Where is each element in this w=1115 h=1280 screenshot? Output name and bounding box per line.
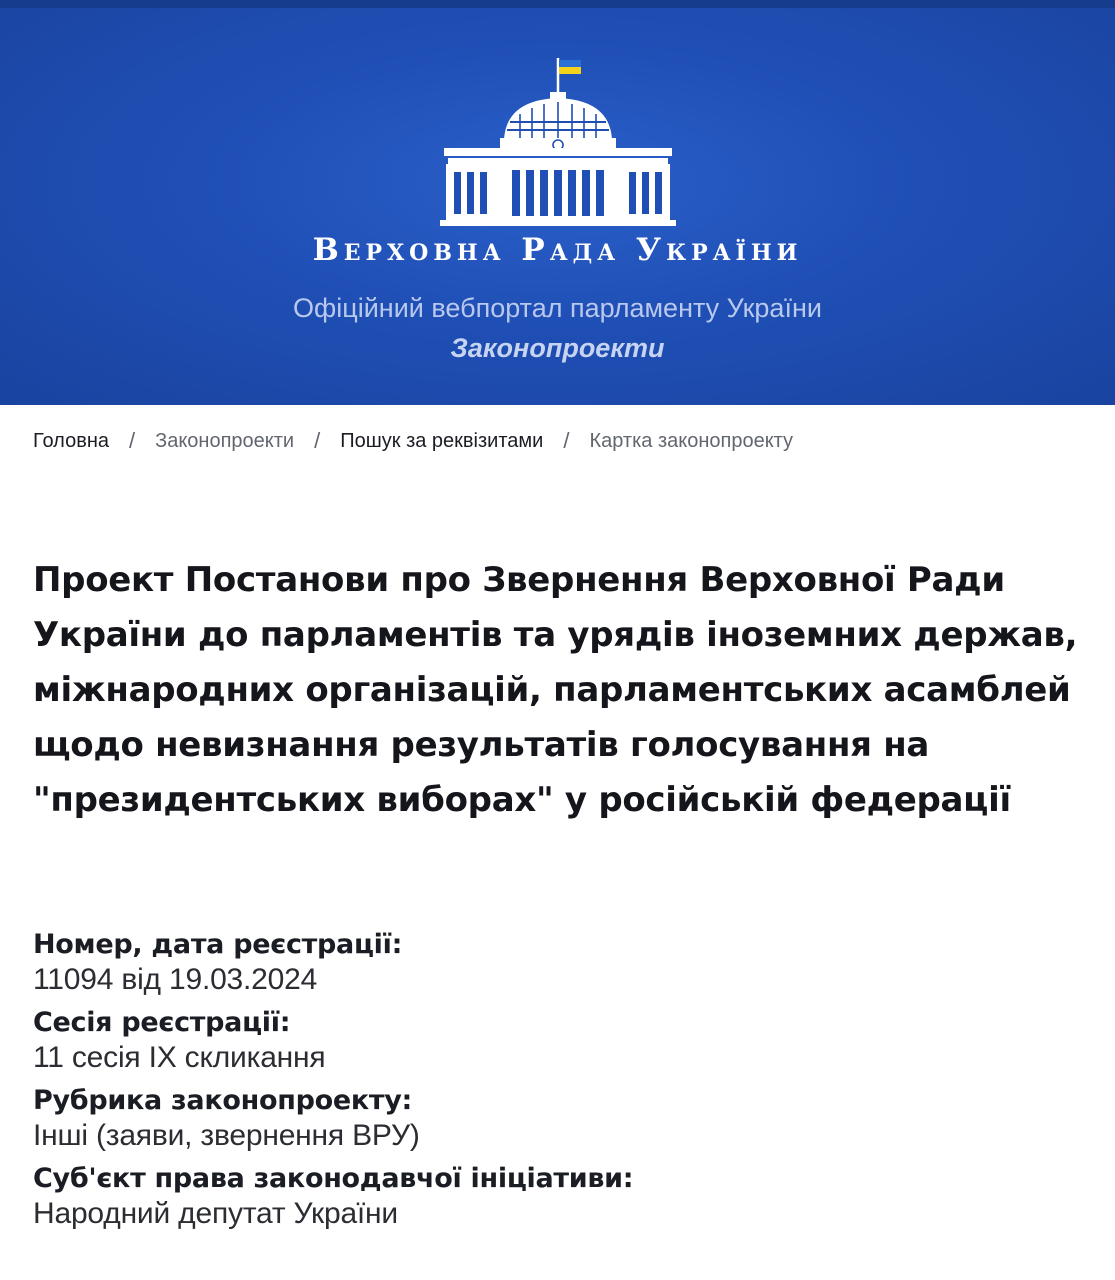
parliament-building-icon[interactable]	[440, 52, 676, 228]
registration-field	[33, 928, 1093, 998]
field-value: Народний депутат України	[33, 1197, 398, 1230]
breadcrumb-separator: /	[314, 428, 321, 453]
section-name[interactable]: Законопроекти	[450, 333, 665, 363]
breadcrumb-current-page: Картка законопроекту	[589, 429, 794, 452]
session-field	[33, 1006, 1093, 1076]
field-label: Суб'єкт права законодавчої ініціативи:	[33, 1163, 634, 1194]
field-value: 11 сесія IX скликання	[33, 1041, 326, 1074]
breadcrumb-search-link[interactable]: Пошук за реквізитами	[340, 429, 544, 452]
breadcrumb-separator: /	[129, 428, 136, 453]
breadcrumb-bills-link[interactable]: Законопроекти	[155, 429, 295, 452]
field-value: Інші (заяви, звернення ВРУ)	[33, 1119, 420, 1152]
bill-title: Проект Постанови про Звернення Верховної Ради України до парламентів та урядів іноземних держав, міжнародних організацій, парламентських асамблей щодо невизнання результатів голосування на "президентських виборах" у російській федерації	[33, 560, 1078, 820]
bill-details	[33, 928, 1093, 1240]
header-top-strip	[0, 0, 1115, 8]
breadcrumb-separator: /	[563, 428, 570, 453]
field-value: 11094 від 19.03.2024	[33, 963, 318, 996]
category-field	[33, 1084, 1093, 1154]
field-label: Рубрика законопроекту:	[33, 1085, 413, 1116]
site-header	[0, 0, 1115, 405]
initiator-field	[33, 1162, 1093, 1232]
site-title[interactable]: Верховна Рада України	[312, 232, 803, 268]
breadcrumb-home-link[interactable]: Головна	[33, 429, 109, 452]
field-label: Сесія реєстрації:	[33, 1007, 291, 1038]
breadcrumb	[33, 425, 1093, 457]
site-subtitle: Офіційний вебпортал парламенту України	[293, 293, 822, 323]
field-label: Номер, дата реєстрації:	[33, 929, 403, 960]
